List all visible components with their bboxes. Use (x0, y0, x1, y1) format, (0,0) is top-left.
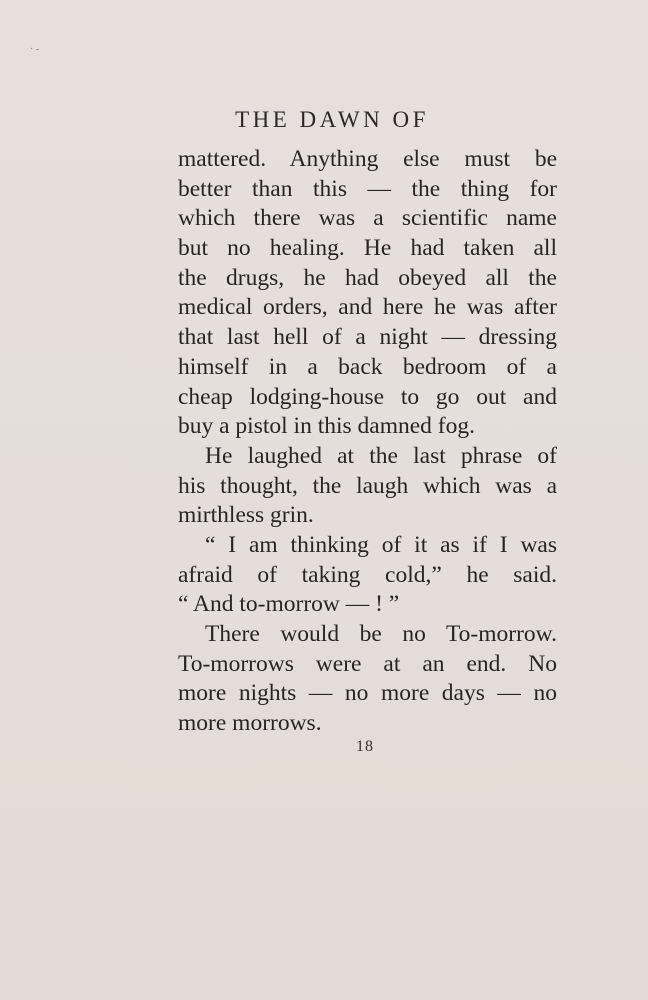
text-line: himself in a back bedroom of a (178, 353, 557, 380)
text-line: better than this — the thing for (178, 175, 557, 202)
text-line: but no healing. He had taken all (178, 235, 557, 262)
text-line: cheap lodging-house to go out and (178, 383, 557, 410)
text-line: buy a pistol in this damned fog. (178, 413, 475, 440)
text-line: He laughed at the last phrase of (205, 442, 557, 469)
text-line: There would be no To-morrow. (205, 621, 557, 647)
text-line: mirthless grin. (178, 502, 314, 529)
text-line: afraid of taking cold,” he said. (178, 561, 557, 588)
text-line: that last hell of a night — dressing (178, 324, 557, 351)
text-line: mattered. Anything else must be (178, 146, 557, 172)
text-line: To-morrows were at an end. No (178, 650, 557, 677)
text-line: which there was a scientific name (178, 205, 557, 232)
text-line: “ I am thinking of it as if I was (205, 531, 557, 558)
text-line: more morrows. (178, 710, 322, 737)
text-line: “ And to-morrow — ! ” (178, 591, 400, 618)
text-line: medical orders, and here he was after (178, 294, 557, 321)
text-line: more nights — no more days — no (178, 680, 557, 707)
paper-speck: · - (30, 44, 40, 55)
running-head: THE DAWN OF (235, 107, 429, 132)
text-line: his thought, the laugh which was a (178, 472, 557, 499)
body-text (178, 145, 557, 739)
page-number: 18 (356, 738, 374, 755)
text-line: the drugs, he had obeyed all the (178, 264, 557, 291)
